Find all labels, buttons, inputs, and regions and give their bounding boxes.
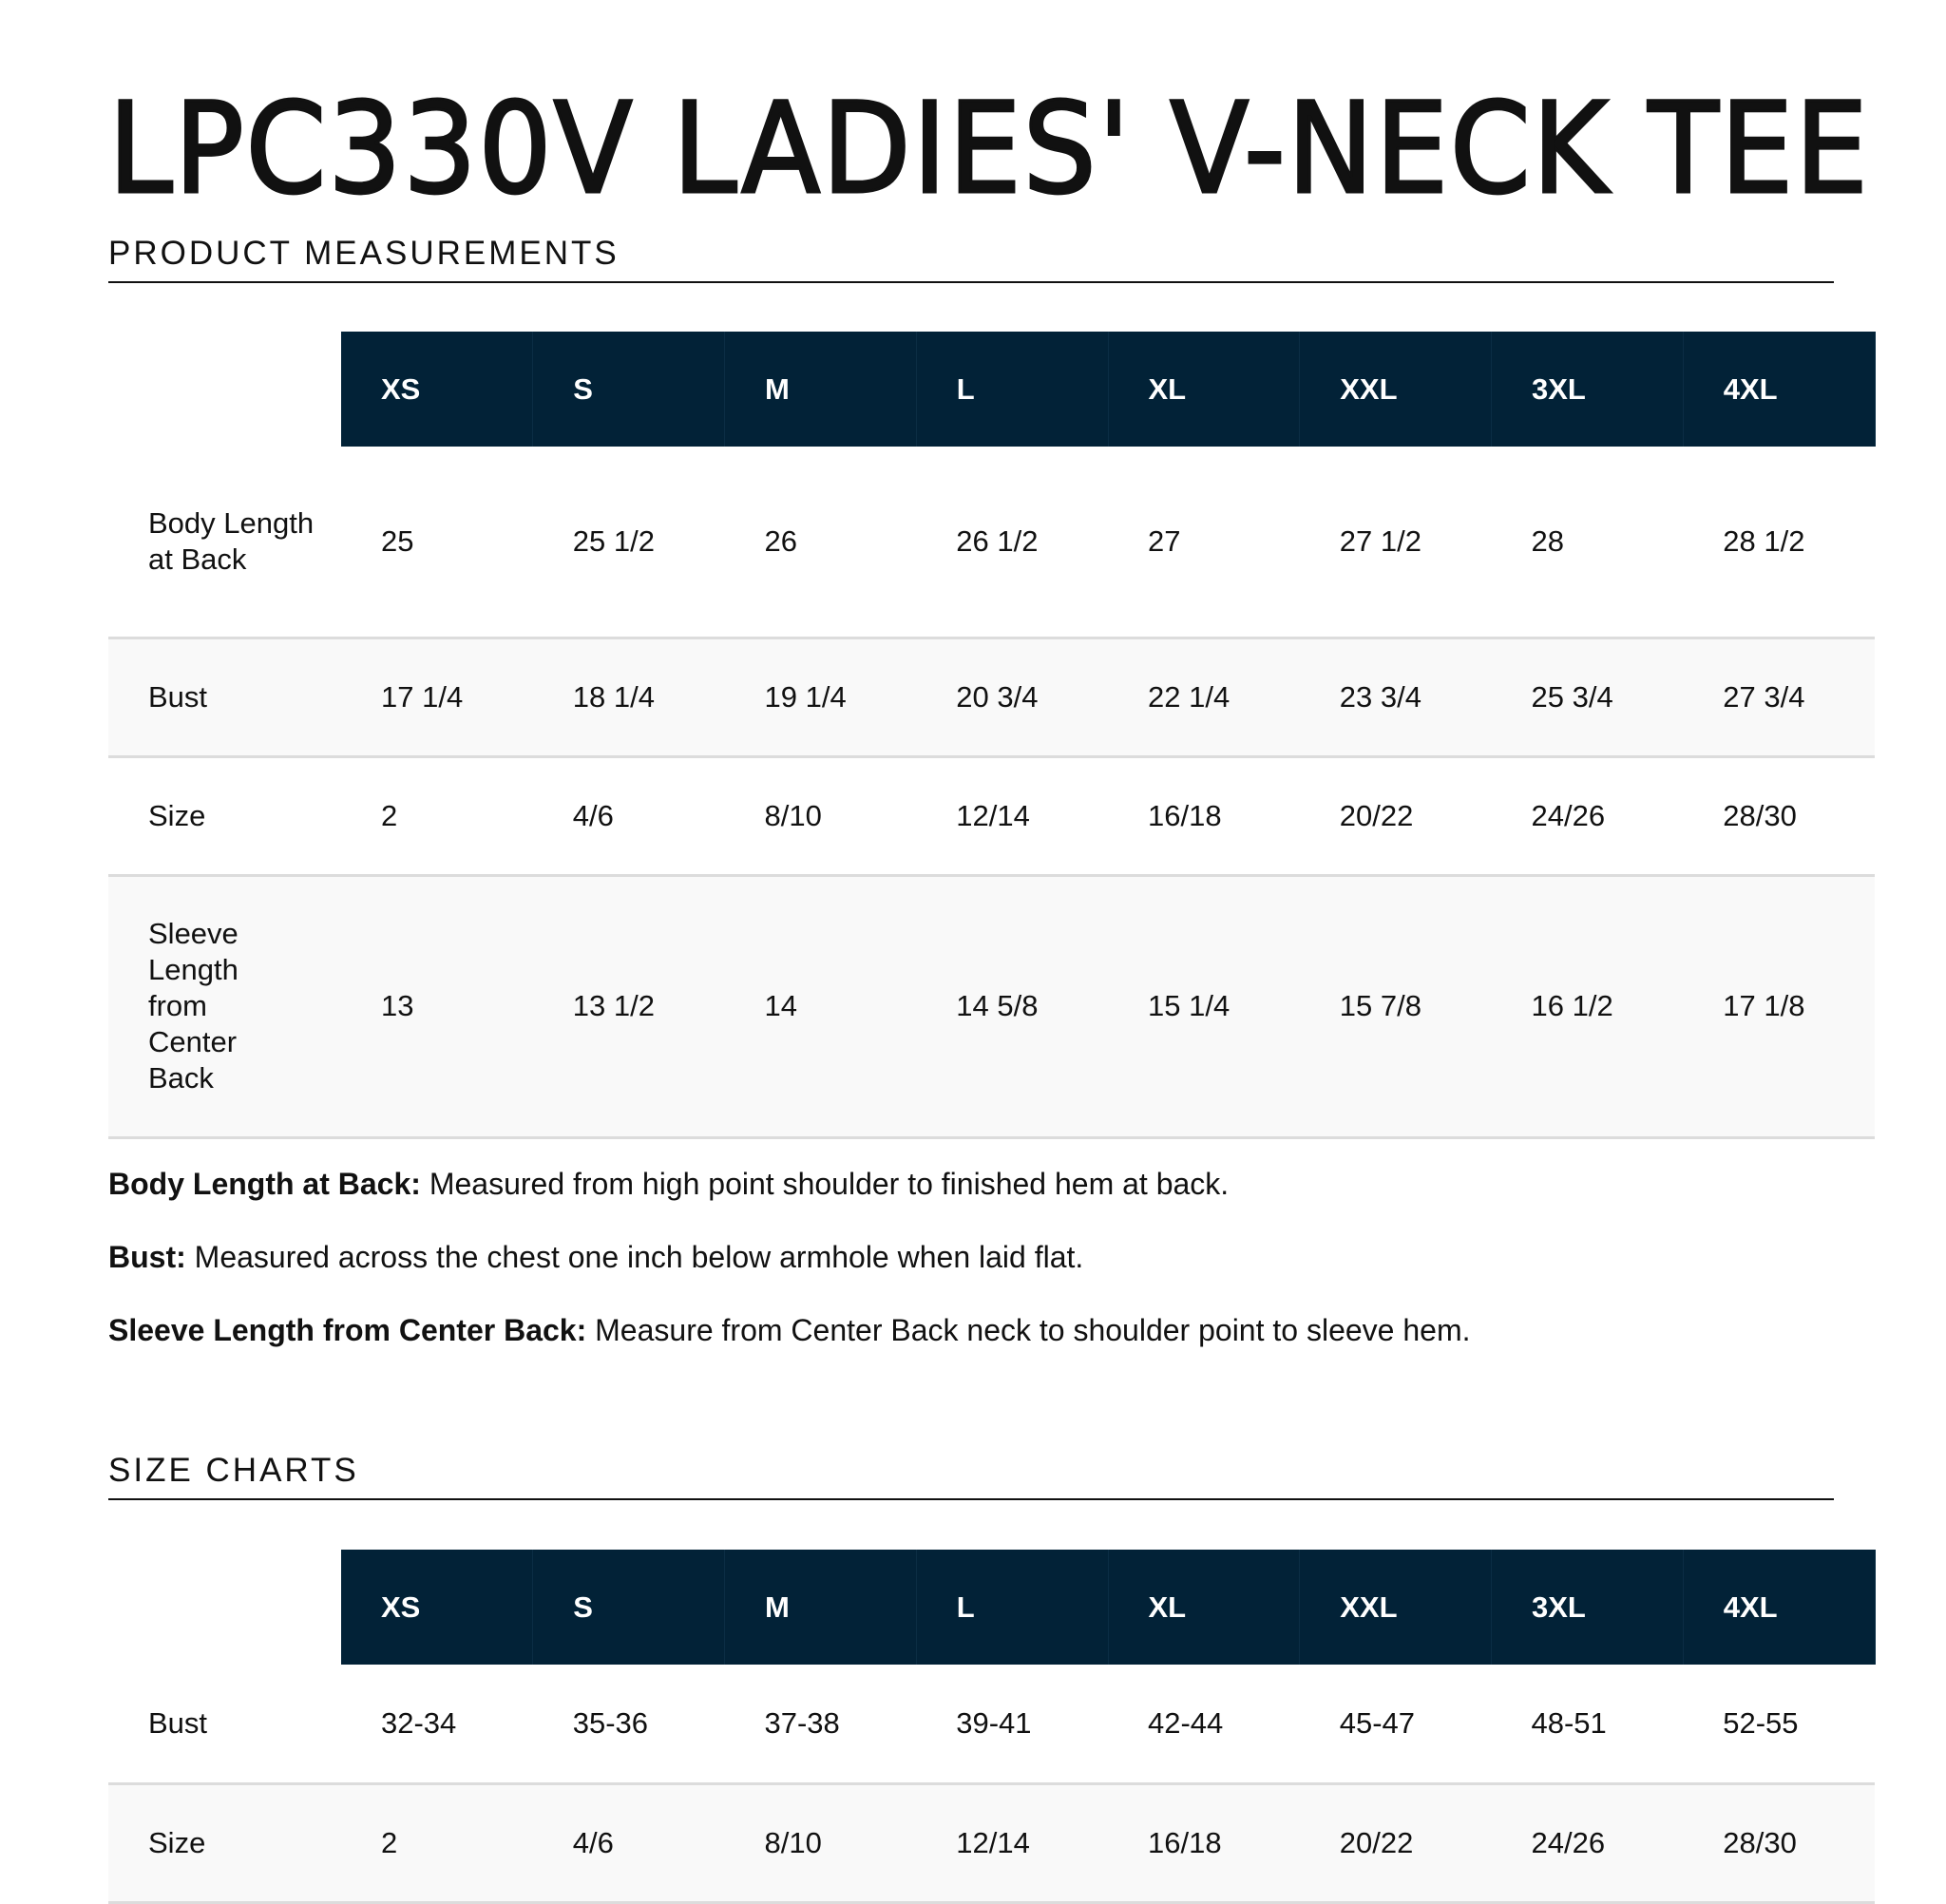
table-cell: 20/22 [1300, 756, 1492, 875]
size-header: XL [1108, 332, 1300, 447]
table-header-row [108, 332, 1875, 447]
table-cell: 24/26 [1492, 1783, 1684, 1902]
note-text: Measured across the chest one inch below armhole when laid flat. [185, 1240, 1084, 1274]
size-charts-table [108, 1550, 1876, 1904]
table-row [108, 1665, 1875, 1783]
size-header: XL [1108, 1550, 1300, 1665]
size-header: XXL [1300, 332, 1492, 447]
row-label: Bust [108, 1665, 341, 1783]
table-cell: 39-41 [916, 1665, 1108, 1783]
table-cell: 16/18 [1108, 1783, 1300, 1902]
table-cell: 13 [341, 875, 533, 1137]
page-title: LPC330V LADIES' V-NECK TEE [108, 76, 1870, 222]
row-label: Sleeve Length from Center Back [108, 875, 341, 1137]
table-cell: 42-44 [1108, 1665, 1300, 1783]
table-header-row [108, 1550, 1875, 1665]
table-cell: 27 [1108, 447, 1300, 638]
table-cell: 24/26 [1492, 756, 1684, 875]
size-header: S [533, 332, 725, 447]
table-cell: 48-51 [1492, 1665, 1684, 1783]
size-header: 4XL [1683, 332, 1875, 447]
table-cell: 26 [725, 447, 917, 638]
table-cell: 4/6 [533, 756, 725, 875]
table-cell: 2 [341, 756, 533, 875]
size-header: 4XL [1683, 1550, 1875, 1665]
table-cell: 20/22 [1300, 1783, 1492, 1902]
table-cell: 12/14 [916, 1783, 1108, 1902]
size-header: 3XL [1492, 1550, 1684, 1665]
row-label: Size [108, 756, 341, 875]
product-measurements-table [108, 332, 1876, 1139]
size-header: XXL [1300, 1550, 1492, 1665]
table-cell: 16 1/2 [1492, 875, 1684, 1137]
size-header: 3XL [1492, 332, 1684, 447]
table-cell: 28/30 [1683, 756, 1875, 875]
table-row [108, 875, 1875, 1137]
row-label: Body Length at Back [108, 447, 341, 638]
product-measurements-heading: PRODUCT MEASUREMENTS [108, 234, 1834, 283]
table-cell: 35-36 [533, 1665, 725, 1783]
note-term: Bust: [108, 1240, 186, 1274]
table-cell: 17 1/4 [341, 638, 533, 756]
table-cell: 8/10 [725, 756, 917, 875]
row-label: Size [108, 1783, 341, 1902]
table-cell: 18 1/4 [533, 638, 725, 756]
header-blank-cell [108, 332, 341, 447]
table-row [108, 638, 1875, 756]
header-blank-cell [108, 1550, 341, 1665]
table-cell: 15 1/4 [1108, 875, 1300, 1137]
table-cell: 28/30 [1683, 1783, 1875, 1902]
table-cell: 2 [341, 1783, 533, 1902]
table-cell: 19 1/4 [725, 638, 917, 756]
note-text: Measure from Center Back neck to shoulder point to sleeve hem. [586, 1313, 1471, 1347]
table-cell: 28 1/2 [1683, 447, 1875, 638]
note-text: Measured from high point shoulder to finished hem at back. [420, 1167, 1230, 1201]
table-cell: 23 3/4 [1300, 638, 1492, 756]
size-header: XS [341, 1550, 533, 1665]
note-term: Sleeve Length from Center Back: [108, 1313, 587, 1347]
table-cell: 27 3/4 [1683, 638, 1875, 756]
table-cell: 32-34 [341, 1665, 533, 1783]
note-body-length [108, 1167, 1229, 1202]
note-term: Body Length at Back: [108, 1167, 421, 1201]
table-cell: 20 3/4 [916, 638, 1108, 756]
table-cell: 52-55 [1683, 1665, 1875, 1783]
table-row [108, 756, 1875, 875]
table-cell: 25 1/2 [533, 447, 725, 638]
size-header: S [533, 1550, 725, 1665]
table-cell: 4/6 [533, 1783, 725, 1902]
table-cell: 13 1/2 [533, 875, 725, 1137]
size-header: XS [341, 332, 533, 447]
size-header: M [725, 1550, 917, 1665]
note-sleeve-length [108, 1313, 1470, 1348]
table-cell: 12/14 [916, 756, 1108, 875]
table-cell: 45-47 [1300, 1665, 1492, 1783]
note-bust [108, 1240, 1083, 1275]
table-row [108, 1783, 1875, 1902]
table-cell: 26 1/2 [916, 447, 1108, 638]
table-cell: 25 3/4 [1492, 638, 1684, 756]
table-cell: 27 1/2 [1300, 447, 1492, 638]
table-cell: 22 1/4 [1108, 638, 1300, 756]
table-cell: 16/18 [1108, 756, 1300, 875]
table-cell: 17 1/8 [1683, 875, 1875, 1137]
size-header: M [725, 332, 917, 447]
size-charts-heading: SIZE CHARTS [108, 1451, 1834, 1500]
size-header: L [916, 332, 1108, 447]
table-cell: 8/10 [725, 1783, 917, 1902]
table-cell: 28 [1492, 447, 1684, 638]
table-row [108, 447, 1875, 638]
size-header: L [916, 1550, 1108, 1665]
row-label: Bust [108, 638, 341, 756]
table-cell: 25 [341, 447, 533, 638]
table-cell: 15 7/8 [1300, 875, 1492, 1137]
table-cell: 14 [725, 875, 917, 1137]
table-cell: 14 5/8 [916, 875, 1108, 1137]
table-cell: 37-38 [725, 1665, 917, 1783]
